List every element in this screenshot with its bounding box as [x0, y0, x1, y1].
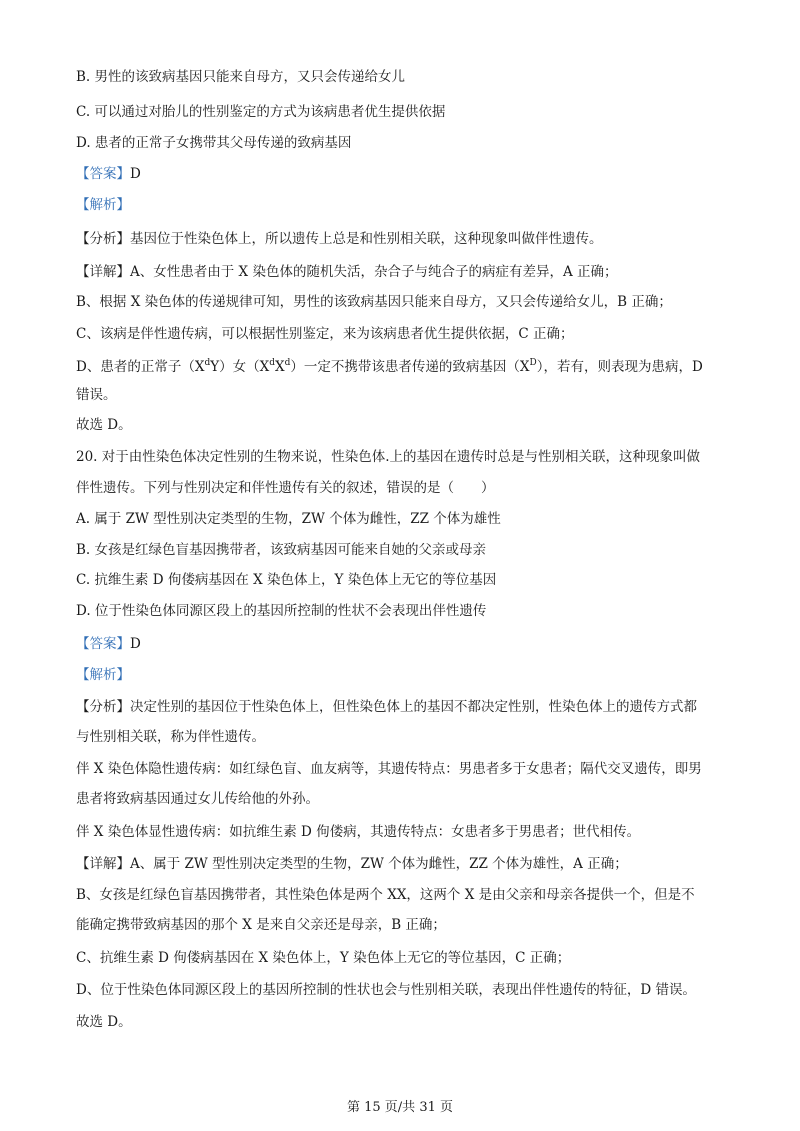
answer-value: D — [130, 166, 141, 182]
superscript: d — [284, 358, 291, 368]
detail-d-part: ）一定不携带该患者传递的致病基因（X — [290, 359, 530, 375]
q20-analysis-tag: 【解析】 — [76, 667, 130, 683]
q19-detail-d-cont: 错误。 — [76, 387, 117, 403]
q20-option-d: D. 位于性染色体同源区段上的基因所控制的性状不会表现出伴性遗传 — [76, 603, 487, 619]
q19-fenxi — [76, 229, 736, 249]
q19-analysis-tag: 【解析】 — [76, 197, 130, 213]
detail-d-part: D、患者的正常子（X — [76, 359, 205, 375]
q20-option-c: C. 抗维生素 D 佝偻病基因在 X 染色体上，Y 染色体上无它的等位基因 — [76, 572, 497, 588]
detail-d-part: ），若有，则表现为患病，D — [536, 359, 703, 375]
q19-option-d: D. 患者的正常子女携带其父母传递的致病基因 — [76, 135, 352, 151]
detail-d-part: X — [275, 359, 285, 375]
q20-fenxi — [76, 697, 736, 717]
q19-conclusion: 故选 D。 — [76, 417, 132, 433]
q20-option-a: A. 属于 ZW 型性别决定类型的生物，ZW 个体为雌性，ZZ 个体为雄性 — [76, 511, 501, 527]
q19-detail-a — [76, 262, 736, 282]
q20-detail-b-line1: B、女孩是红绿色盲基因携带者，其性染色体是两个 XX，这两个 X 是由父亲和母亲各提供一个，但是不 — [76, 887, 695, 903]
q20-conclusion: 故选 D。 — [76, 1014, 132, 1030]
superscript: D — [529, 358, 537, 368]
answer-value: D — [130, 636, 141, 652]
q20-detail-a — [76, 854, 736, 874]
q19-option-c: C. 可以通过对胎儿的性别鉴定的方式为该病患者优生提供依据 — [76, 104, 446, 120]
fenxi-text: 基因位于性染色体上，所以遗传上总是和性别相关联，这种现象叫做伴性遗传。 — [130, 231, 603, 247]
fenxi-tag: 【分析】 — [76, 231, 130, 247]
superscript: d — [204, 358, 211, 368]
detail-tag: 【详解】 — [76, 856, 130, 872]
q20-detail-d: D、位于性染色体同源区段上的基因所控制的性状也会与性别相关联，表现出伴性遗传的特征，D 错误。 — [76, 982, 696, 998]
q20-detail-b-line2: 能确定携带致病基因的那个 X 是来自父亲还是母亲，B 正确； — [76, 917, 446, 933]
q19-detail-b: B、根据 X 染色体的传递规律可知，男性的该致病基因只能来自母方，又只会传递给女儿，B 正确； — [76, 294, 672, 310]
q20-detail-c: C、抗维生素 D 佝偻病基因在 X 染色体上，Y 染色体上无它的等位基因，C 正确； — [76, 950, 571, 966]
q20-fenxi-line2: 与性别相关联，称为伴性遗传。 — [76, 729, 265, 745]
answer-tag: 【答案】 — [76, 166, 130, 182]
fenxi-text: 决定性别的基因位于性染色体上，但性染色体上的基因不都决定性别，性染色体上的遗传方式都 — [130, 699, 697, 715]
page-number: 第 15 页/共 31 页 — [347, 1100, 453, 1115]
q20-dominant: 伴 X 染色体显性遗传病：如抗维生素 D 佝偻病，其遗传特点：女患者多于男患者；世代相传。 — [76, 824, 641, 840]
answer-tag: 【答案】 — [76, 636, 130, 652]
q20-stem-line1: 20. 对于由性染色体决定性别的生物来说，性染色体.上的基因在遗传时总是与性别相关联，这种现象叫做 — [76, 449, 701, 465]
superscript: d — [269, 358, 275, 368]
q19-detail-d — [76, 357, 736, 377]
detail-tag: 【详解】 — [76, 264, 130, 280]
q20-option-b: B. 女孩是红绿色盲基因携带者，该致病基因可能来自她的父亲或母亲 — [76, 542, 487, 558]
q20-stem-line2: 伴性遗传。下列与性别决定和伴性遗传有关的叙述，错误的是（ ） — [76, 480, 495, 496]
detail-a-text: A、属于 ZW 型性别决定类型的生物，ZW 个体为雌性，ZZ 个体为雄性，A 正确； — [130, 856, 628, 872]
q19-option-b: B. 男性的该致病基因只能来自母方，又只会传递给女儿 — [76, 69, 406, 85]
q20-recessive-line1: 伴 X 染色体隐性遗传病：如红绿色盲、血友病等，其遗传特点：男患者多于女患者；隔代交叉遗传，即男 — [76, 761, 702, 777]
q19-detail-c: C、该病是伴性遗传病，可以根据性别鉴定，来为该病患者优生提供依据，C 正确； — [76, 326, 574, 342]
fenxi-tag: 【分析】 — [76, 699, 130, 715]
detail-d-part: Y）女（X — [210, 359, 270, 375]
detail-a-text: A、女性患者由于 X 染色体的随机失活，杂合子与纯合子的病症有差异，A 正确； — [130, 264, 618, 280]
q20-answer — [76, 634, 736, 654]
q20-recessive-line2: 患者将致病基因通过女儿传给他的外孙。 — [76, 791, 319, 807]
q19-answer — [76, 164, 736, 184]
